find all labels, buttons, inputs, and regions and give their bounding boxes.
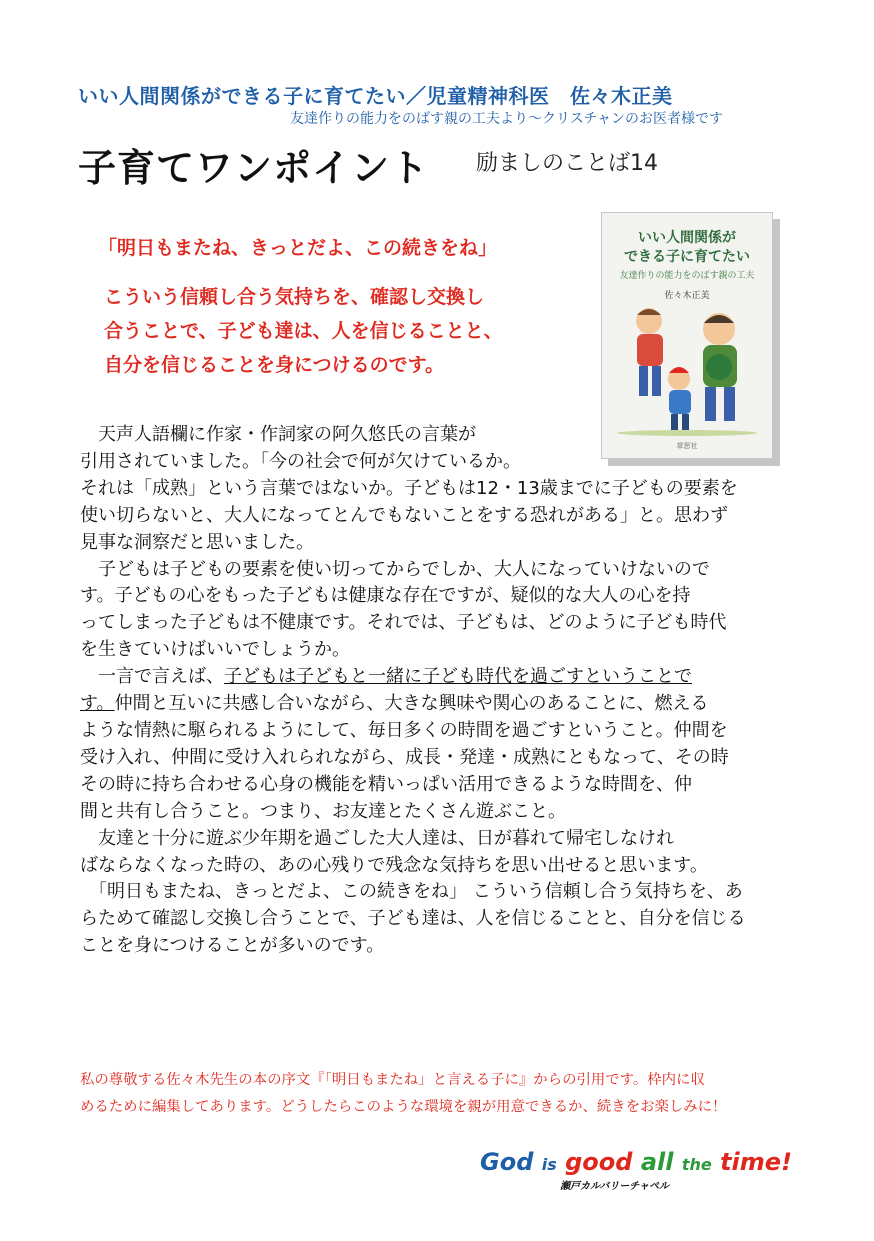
body-line: 引用されていました。「今の社会で何が欠けているか。 [80,450,521,472]
header-subtitle: 友達作りの能力をのばす親の工夫より～クリスチャンのお医者様です [290,111,724,127]
church-name: 瀬戸カルバリーチャペル [560,1181,669,1192]
footer-logo [480,1148,792,1176]
body-line: ばならなくなった時の、あの心残りで残念な気持ちを思い出せると思います。 [80,854,708,876]
book-subtitle: 友達作りの能力をのばす親の工夫 [619,271,755,281]
underlined-phrase: す。 [80,693,115,715]
body-line: 見事な洞察だと思いました。 [80,531,314,553]
note-line: 私の尊敬する佐々木先生の本の序文『「明日もまたね」と言える子に』からの引用です。枠内に収 [80,1072,705,1088]
book-title-line1: いい人間関係が [638,230,736,246]
body-line: 「明日もまたね、きっとだよ、この続きをね」 こういう信頼し合う気持ちを、あ [80,881,743,903]
author-note [80,1067,726,1121]
body-line: ことを身につけることが多いのです。 [80,935,385,957]
body-line: ってしまった子どもは不健康です。それでは、子どもは、どのように子ども時代 [80,612,727,634]
book-illustration [607,301,767,436]
body-line: を生きていけばいいでしょうか。 [80,639,350,661]
book-publisher: 草思社 [676,442,698,450]
body-line: その時に持ち合わせる心身の機能を精いっぱい活用できるような時間を、仲 [80,773,692,795]
header-title: いい人間関係ができる子に育てたい／児童精神科医 佐々木正美 [78,84,673,108]
lead-line: 合うことで、子ども達は、人を信じることと、 [104,320,503,342]
body-line: 天声人語欄に作家・作詞家の阿久悠氏の言葉が [80,424,476,445]
body-line: す。仲間と互いに共感し合いながら、大きな興味や関心のあることに、燃える [80,693,709,715]
book-author: 佐々木正美 [664,291,710,301]
body-line-underlined: 一言で言えば、子どもは子どもと一緒に子ども時代を過ごすということで [80,666,692,688]
logo-word: all [640,1148,674,1176]
body-line: らためて確認し交換し合うことで、子ども達は、人を信じることと、自分を信じる [80,908,746,930]
body-line: 友達と十分に遊ぶ少年期を過ごした大人達は、日が暮れて帰宅しなけれ [80,827,674,849]
logo-word: time! [720,1148,793,1176]
body-line: す。子どもの心をもった子どもは健康な存在ですが、疑似的な大人の心を持 [80,585,691,607]
series-subtitle: 励ましのことば14 [476,151,658,176]
logo-word: is [541,1155,557,1174]
body-line: 子どもは子どもの要素を使い切ってからでしか、大人になっていけないので [80,558,710,580]
lead-line: 自分を信じることを身につけるのです。 [104,354,445,376]
note-line: めるために編集してあります。どうしたらこのような環境を親が用意できるか、続きをお楽しみに！ [80,1099,727,1115]
logo-word: good [565,1148,633,1176]
body-line: 間と共有し合うこと。つまり、お友達とたくさん遊ぶこと。 [80,800,566,822]
paragraph-1 [80,422,746,960]
lead-text [104,280,574,382]
lead-quote: 「明日もまたね、きっとだよ、この続きをね」 [98,237,498,259]
book-title-line2: できる子に育てたい [624,249,750,265]
body-line: それは「成熟」という言葉ではないか。子どもは12・13歳までに子どもの要素を [80,477,738,499]
series-title: 子育てワンポイント [78,146,430,190]
logo-word: God [480,1148,534,1176]
lead-line: こういう信頼し合う気持ちを、確認し交換し [104,286,485,308]
body-line: 受け入れ、仲間に受け入れられながら、成長・発達・成熟にともなって、その時 [80,746,729,768]
body-line: 使い切らないと、大人になってとんでもないことをする恐れがある」と。思わず [80,504,728,526]
underlined-phrase: 子どもは子どもと一緒に子ども時代を過ごすということで [224,666,692,688]
body-line: ような情熱に駆られるようにして、毎日多くの時間を過ごすということ。仲間を [80,719,728,741]
logo-word: the [681,1155,712,1174]
